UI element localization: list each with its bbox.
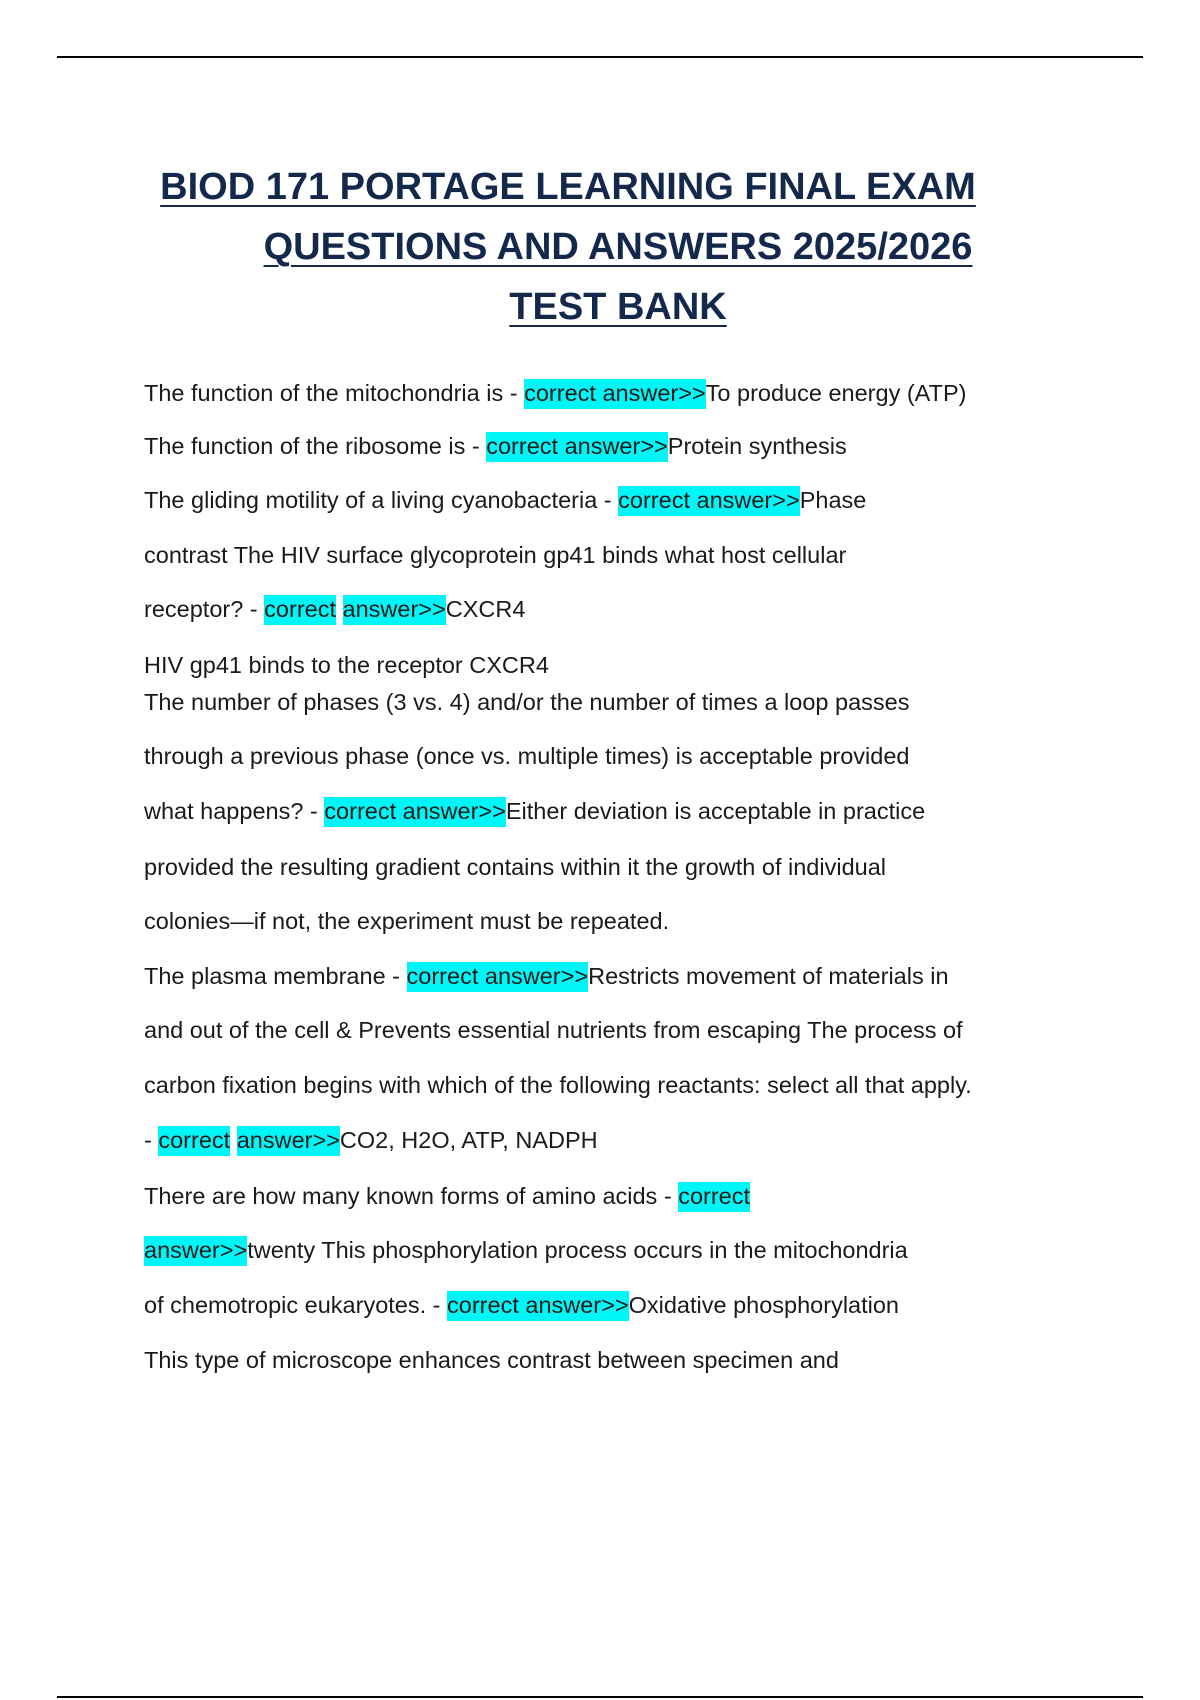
body-line: - correct answer>>CO2, H2O, ATP, NADPH [144,1125,598,1155]
body-line: and out of the cell & Prevents essential nutrients from escaping The process of [144,1017,963,1043]
answer-highlight: correct [158,1126,230,1156]
answer-highlight: answer>> [237,1126,340,1156]
body-line: through a previous phase (once vs. multiple times) is acceptable provided [144,743,910,769]
answer-highlight: correct answer>> [324,797,506,827]
body-line: of chemotropic eukaryotes. - correct answer>>Oxidative phosphorylation [144,1290,899,1320]
body-line: provided the resulting gradient contains within it the growth of individual [144,854,886,880]
body-line: carbon fixation begins with which of the following reactants: select all that apply. [144,1072,972,1098]
answer-highlight: answer>> [343,595,446,625]
top-rule [57,56,1143,58]
body-line: The function of the mitochondria is - correct answer>>To produce energy (ATP) [144,378,966,408]
answer-highlight: correct answer>> [407,962,589,992]
title-line-1: BIOD 171 PORTAGE LEARNING FINAL EXAM [160,166,976,208]
answer-highlight: correct [264,595,336,625]
body-line: colonies—if not, the experiment must be repeated. [144,908,670,934]
body-line: answer>>twenty This phosphorylation process occurs in the mitochondria [144,1235,908,1265]
body-line: The function of the ribosome is - correct answer>>Protein synthesis [144,431,847,461]
body-line: receptor? - correct answer>>CXCR4 [144,594,525,624]
answer-highlight: correct answer>> [486,432,668,462]
answer-highlight: correct answer>> [524,379,706,409]
answer-highlight: correct answer>> [447,1291,629,1321]
body-line: what happens? - correct answer>>Either deviation is acceptable in practice [144,796,925,826]
body-line: contrast The HIV surface glycoprotein gp41 binds what host cellular [144,542,847,568]
body-line: There are how many known forms of amino acids - correct [144,1181,750,1211]
answer-highlight: correct [678,1182,750,1212]
bottom-rule [57,1696,1143,1698]
body-line: HIV gp41 binds to the receptor CXCR4 [144,652,549,678]
title-line-2: QUESTIONS AND ANSWERS 2025/2026 [263,226,973,268]
body-line: The gliding motility of a living cyanobacteria - correct answer>>Phase [144,485,866,515]
body-line: The number of phases (3 vs. 4) and/or the number of times a loop passes [144,689,910,715]
answer-highlight: answer>> [144,1236,247,1266]
body-line: This type of microscope enhances contrast between specimen and [144,1347,839,1373]
body-line: The plasma membrane - correct answer>>Restricts movement of materials in [144,961,949,991]
answer-highlight: correct answer>> [618,486,800,516]
title-line-3: TEST BANK [509,286,727,328]
